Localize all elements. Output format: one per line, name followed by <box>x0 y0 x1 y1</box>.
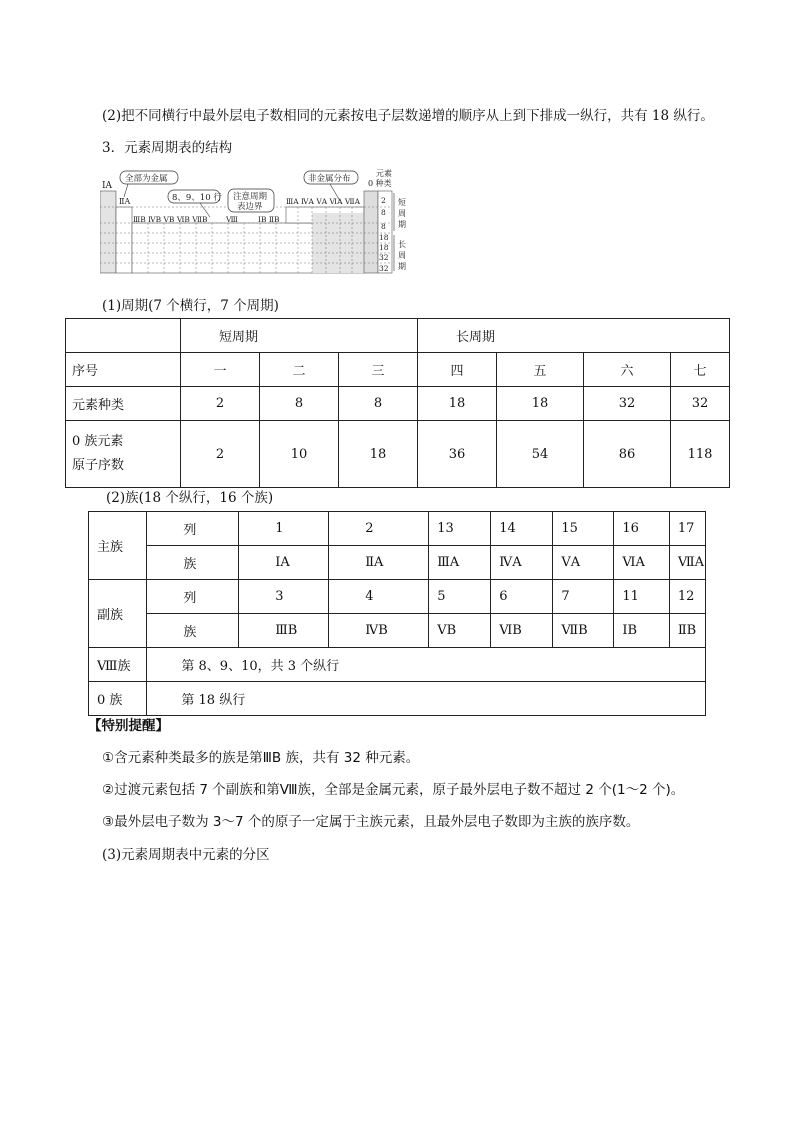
periodic-table-diagram <box>100 163 420 275</box>
table-cell: ⅤB <box>429 614 491 648</box>
table-cell: 16 <box>614 512 669 546</box>
table-cell: ⅦA <box>669 546 705 580</box>
long-period-2: 周 <box>398 251 406 260</box>
table-cell: 18 <box>339 421 418 488</box>
row-label: Ⅷ族 <box>89 648 147 682</box>
count-2: 8 <box>381 208 386 217</box>
table-cell: 一 <box>181 353 260 387</box>
count-4: 18 <box>379 233 389 242</box>
tip-item: ②过渡元素包括 7 个副族和第Ⅷ族，全部是金属元素，原子最外层电子数不超过 2 个(1～2 个)。 <box>102 782 685 798</box>
subgroups-left: ⅢB ⅣB ⅤB ⅥB ⅦB <box>133 215 208 224</box>
label-iia: ⅡA <box>119 197 131 206</box>
callout-boundary-1: 注意周期 <box>233 192 268 202</box>
long-period-3: 期 <box>398 262 406 271</box>
table-row <box>66 387 730 421</box>
row-label-line: 原子序数 <box>72 458 125 473</box>
table-cell: 五 <box>497 353 584 387</box>
table-cell: 36 <box>418 421 497 488</box>
table-cell: 32 <box>584 387 671 421</box>
table-cell: 8 <box>339 387 418 421</box>
table-cell: 二 <box>260 353 339 387</box>
table-cell: ⅢA <box>429 546 491 580</box>
short-period-2: 周 <box>398 209 406 218</box>
table-cell: ⅣB <box>329 614 429 648</box>
tip-title: 【特别提醒】 <box>88 718 169 734</box>
table-cell: 1 <box>239 512 329 546</box>
table-cell: ⅡA <box>329 546 429 580</box>
row-label: 0 族 <box>89 682 147 716</box>
table-cell: 2 <box>181 387 260 421</box>
table-cell: ⅣA <box>491 546 553 580</box>
row-label: 元素种类 <box>66 387 181 421</box>
table-cell: ⅥB <box>491 614 553 648</box>
table-cell: ⅠA <box>239 546 329 580</box>
table-cell: 12 <box>669 580 705 614</box>
row-label: 序号 <box>66 353 181 387</box>
table-cell: ⅦB <box>553 614 614 648</box>
table-cell: 18 <box>497 387 584 421</box>
row-label: 主族 <box>89 512 147 580</box>
table-cell: 11 <box>614 580 669 614</box>
table-row <box>66 353 730 387</box>
paragraph-rows: (2)把不同横行中最外层电子数相同的元素按电子层数递增的顺序从上到下排成一纵行，共有 18 纵行。 <box>102 108 714 124</box>
table-row <box>89 512 706 546</box>
short-period-header: 短周期 <box>181 319 418 353</box>
count-5: 18 <box>379 243 389 252</box>
table-cell: 18 <box>418 387 497 421</box>
count-3: 8 <box>381 222 386 231</box>
table-cell: 8 <box>260 387 339 421</box>
heading-structure: 3．元素周期表的结构 <box>102 140 233 156</box>
table-cell: 86 <box>584 421 671 488</box>
table-row <box>89 614 706 648</box>
callout-nonmetal: 非金属分布 <box>308 174 351 184</box>
table-row <box>89 580 706 614</box>
long-period-1: 长 <box>398 240 406 249</box>
table-cell: 2 <box>329 512 429 546</box>
table-cell: 六 <box>584 353 671 387</box>
table-cell: ⅥA <box>614 546 669 580</box>
callout-all-metal: 全部为金属 <box>125 174 168 184</box>
table-cell: 3 <box>239 580 329 614</box>
count-1: 2 <box>381 196 386 205</box>
table-cell: 17 <box>669 512 705 546</box>
table-cell: 四 <box>418 353 497 387</box>
table-cell: 第 8、9、10，共 3 个纵行 <box>147 648 706 682</box>
table-cell: ⅢB <box>239 614 329 648</box>
count-6: 32 <box>379 253 389 262</box>
header-elements-2: 0 种类 <box>368 179 392 188</box>
table-row <box>89 546 706 580</box>
period-title: (1)周期(7 个横行，7 个周期) <box>102 298 279 314</box>
table-cell: 32 <box>671 387 730 421</box>
callout-8910: 8、9、10 行 <box>172 193 222 203</box>
table-cell: ⅡB <box>669 614 705 648</box>
tip-item: ①含元素种类最多的族是第ⅢB 族，共有 32 种元素。 <box>102 750 420 766</box>
table-row <box>89 682 706 716</box>
row-label-line: 0 族元素 <box>72 434 124 449</box>
table-cell: 13 <box>429 512 491 546</box>
period-table <box>65 318 730 488</box>
short-period-3: 期 <box>398 220 406 229</box>
table-cell: 族 <box>147 546 239 580</box>
short-period-1: 短 <box>398 198 406 207</box>
table-cell: 15 <box>553 512 614 546</box>
main-groups: ⅢA ⅣA ⅤA ⅥA ⅦA <box>286 197 360 206</box>
table-row <box>66 421 730 488</box>
table-cell: 10 <box>260 421 339 488</box>
zones-title: (3)元素周期表中元素的分区 <box>102 847 270 863</box>
table-cell: 118 <box>671 421 730 488</box>
table-cell: 第 18 纵行 <box>147 682 706 716</box>
table-cell: 三 <box>339 353 418 387</box>
table-cell: 七 <box>671 353 730 387</box>
table-cell: 列 <box>147 580 239 614</box>
table-cell: 族 <box>147 614 239 648</box>
group-table <box>88 511 706 716</box>
row-label: 副族 <box>89 580 147 648</box>
table-cell: ⅠB <box>614 614 669 648</box>
table-cell: 54 <box>497 421 584 488</box>
table-cell: 6 <box>491 580 553 614</box>
group-title: (2)族(18 个纵行，16 个族) <box>106 490 274 506</box>
label-ia: ⅠA <box>102 181 113 191</box>
table-cell: 列 <box>147 512 239 546</box>
table-row <box>66 319 730 353</box>
table-cell: 7 <box>553 580 614 614</box>
table-row <box>89 648 706 682</box>
tip-item: ③最外层电子数为 3～7 个的原子一定属于主族元素，且最外层电子数即为主族的族序数。 <box>102 814 640 830</box>
long-period-header: 长周期 <box>418 319 730 353</box>
table-cell: 2 <box>181 421 260 488</box>
table-cell: 14 <box>491 512 553 546</box>
table-cell: 5 <box>429 580 491 614</box>
header-elements-1: 元素 <box>376 169 392 178</box>
table-cell: ⅤA <box>553 546 614 580</box>
row-label <box>66 421 181 488</box>
count-7: 32 <box>379 264 389 273</box>
callout-boundary-2: 表边界 <box>237 202 263 212</box>
subgroups-right: ⅠB ⅡB <box>258 215 280 224</box>
label-viii: Ⅷ <box>226 215 238 224</box>
table-cell: 4 <box>329 580 429 614</box>
